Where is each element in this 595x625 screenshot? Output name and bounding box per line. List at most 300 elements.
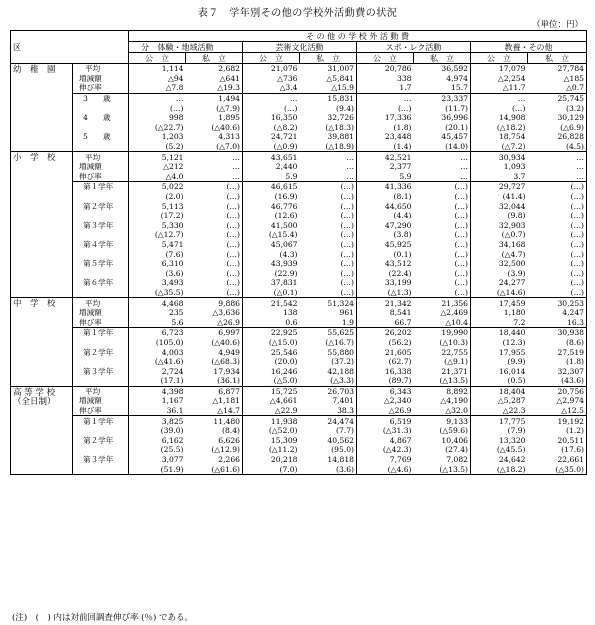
table-cell: … [528,172,587,182]
table-cell: 40,562 [300,436,357,446]
table-cell: △7.8 [129,83,186,93]
row-label: 第３学年 [73,366,129,376]
table-cell: 3.7 [471,172,528,182]
table-cell: (…) [528,230,587,240]
table-cell: (△18.2) [471,464,528,474]
table-cell: … [186,172,243,182]
table-cell: (…) [186,230,243,240]
table-cell: (…) [186,240,243,250]
table-cell: (…) [300,230,357,240]
table-cell: (…) [528,240,587,250]
row-label [73,142,129,152]
header-private: 私 立 [528,53,587,64]
table-cell: 36,592 [414,64,471,74]
table-cell: (△11.2) [268,445,298,455]
section-name [11,64,73,152]
table-row [11,278,587,288]
section-name [11,152,73,298]
table-cell: △3,636 [186,308,243,318]
table-cell: (△7.9) [186,103,243,113]
table-cell: 10,406 [414,436,471,446]
table-cell: 21,605 [384,347,412,357]
row-label: 第３学年 [73,221,129,231]
table-cell: … [414,172,471,182]
table-cell: (36.1) [186,376,243,386]
table-cell: (△41.6) [154,357,184,367]
table-cell: (56.2) [388,337,412,347]
row-label [73,357,129,367]
table-cell: (9.4) [300,103,357,113]
table-cell: 23,337 [414,93,471,103]
table-cell: 4,949 [186,347,243,357]
table-cell: 15,831 [300,93,357,103]
table-cell: 5,330 [161,220,184,230]
table-cell: … [403,94,412,104]
table-cell: △212 [163,162,184,172]
table-cell: (…) [300,240,357,250]
table-cell: (…) [300,221,357,231]
table-cell: 7,082 [414,455,471,465]
row-label [73,230,129,240]
table-cell: 43,939 [270,259,298,269]
table-cell: (…) [186,221,243,231]
table-cell: 4,468 [129,298,186,308]
table-cell: 15,309 [270,435,298,445]
table-cell: (1.2) [528,426,587,436]
table-cell: 1,494 [186,93,243,103]
table-cell: 27,784 [528,64,587,74]
section-name-text: 小 学 校 [13,153,56,164]
table-row [11,64,587,74]
table-cell: (43.6) [528,376,587,386]
table-cell: (△16.7) [300,338,357,348]
row-label [73,338,129,348]
table-row [11,192,587,202]
table-cell: (…) [528,201,587,211]
table-cell: 42,521 [357,152,414,162]
table-cell: 55,625 [300,328,357,338]
table-row [11,249,587,259]
row-label: 平均 [73,298,129,308]
table-cell: (…) [528,182,587,192]
table-cell: 1.7 [357,83,414,93]
expense-table [10,30,587,475]
row-label: 第２学年 [73,347,129,357]
table-cell: (51.9) [129,464,186,474]
table-row [11,172,587,182]
table-cell: (△0.1) [243,288,300,298]
table-cell: (9.8) [507,211,526,221]
table-cell: 3,825 [161,416,184,426]
table-cell: (…) [186,182,243,192]
table-cell: 21,371 [414,366,471,376]
table-cell: 17,955 [498,347,526,357]
table-row [11,93,587,103]
row-label [73,249,129,259]
table-cell: △12.5 [528,406,587,416]
table-cell: (16.9) [274,192,298,202]
header-private: 私 立 [300,53,357,64]
row-label [73,268,129,278]
table-cell: (4.4) [393,211,412,221]
table-cell: (8.4) [186,426,243,436]
table-cell: (62.7) [388,357,412,367]
table-cell: (…) [300,211,357,221]
table-cell: 4,247 [528,308,587,318]
row-label: 第２学年 [73,436,129,446]
table-cell: 7.2 [471,317,528,327]
table-cell: … [517,94,526,104]
table-cell: (△52.0) [268,426,298,436]
row-label: 4 歳 [73,113,129,123]
table-cell: (…) [414,221,471,231]
table-cell: (…) [414,211,471,221]
table-cell: 43,512 [384,259,412,269]
row-label: 増減額 [73,162,129,172]
row-label: 増減額 [73,74,129,84]
table-cell: 5,113 [161,201,184,211]
row-label: 5 歳 [73,132,129,142]
table-cell: △2,340 [383,396,412,406]
table-row [11,328,587,338]
row-label [73,426,129,436]
table-cell: 22,661 [528,455,587,465]
table-row [11,366,587,376]
table-cell: △26.9 [357,406,414,416]
table-cell: (…) [186,249,243,259]
table-cell: 24,277 [498,278,526,288]
row-label: 平均 [73,152,129,162]
table-cell: 21,342 [357,298,414,308]
table-cell: 15,725 [243,386,300,396]
header-public: 公 立 [357,53,414,64]
table-row [11,317,587,327]
table-row [11,298,587,308]
table-cell: (…) [300,268,357,278]
table-cell: 8,892 [414,386,471,396]
table-cell: 13,320 [498,435,526,445]
table-cell: (4.5) [528,142,587,152]
table-cell: 1,895 [186,113,243,123]
table-cell: (△10.3) [414,338,471,348]
table-cell: (…) [414,192,471,202]
table-cell: 20,756 [528,386,587,396]
table-cell: 30,934 [471,152,528,162]
table-cell: 6,626 [186,436,243,446]
table-cell: 38.3 [300,406,357,416]
table-cell: 21,356 [414,298,471,308]
table-cell: 17,934 [186,366,243,376]
table-cell: (△5.0) [243,376,300,386]
table-cell: (…) [414,278,471,288]
table-row [11,182,587,192]
table-cell: 21,076 [243,64,300,74]
table-cell: (△18.3) [300,123,357,133]
table-cell: (22.9) [274,268,298,278]
table-row [11,123,587,133]
table-cell: (…) [186,268,243,278]
table-cell: 4,313 [186,132,243,142]
table-cell: (20.0) [274,357,298,367]
table-cell: 5,022 [161,182,184,192]
table-cell: (…) [300,249,357,259]
table-cell: 36.1 [129,406,186,416]
table-cell: (△15.0) [268,337,298,347]
table-cell: 20,511 [528,436,587,446]
table-cell: (…) [186,201,243,211]
table-cell: 17,775 [498,416,526,426]
table-cell: △2,974 [528,396,587,406]
table-cell: (△15.4) [268,230,298,240]
row-label: 伸び率 [73,406,129,416]
table-cell: (△12.7) [154,230,184,240]
table-cell: (11.7) [414,103,471,113]
table-cell: 14,818 [300,455,357,465]
table-cell: 17,079 [471,64,528,74]
table-row [11,152,587,162]
table-cell: △94 [167,73,184,83]
table-cell: (…) [414,230,471,240]
table-cell: (5.2) [129,142,186,152]
table-cell: (△13.5) [414,376,471,386]
table-cell: 32,903 [498,220,526,230]
table-cell: 21,542 [243,298,300,308]
table-cell: 29,727 [498,182,526,192]
table-row [11,426,587,436]
table-cell: (12.6) [274,211,298,221]
row-label: 第４学年 [73,240,129,250]
table-cell: △11.7 [471,83,528,93]
section-name-text: 幼 稚 園 [13,65,56,75]
table-cell: 338 [397,73,412,83]
table-cell: 5,121 [129,152,186,162]
table-cell: 20,218 [270,455,298,465]
table-cell: 41,336 [384,182,412,192]
table-cell: 961 [300,308,357,318]
table-cell: (…) [528,211,587,221]
table-cell: 0.6 [243,317,300,327]
row-label: 伸び率 [73,317,129,327]
table-cell: (△40.6) [186,123,243,133]
table-cell: (…) [414,288,471,298]
header-private: 私 立 [186,53,243,64]
table-cell: 24,721 [270,132,298,142]
table-cell: 17,336 [384,113,412,123]
header-activity-1: 体験・地域活動 [129,42,243,53]
table-cell: 46,615 [270,182,298,192]
table-cell: (…) [414,259,471,269]
table-cell: 23,448 [384,132,412,142]
table-cell: (△8.2) [273,122,298,132]
table-cell: 15.7 [414,83,471,93]
table-cell: (…) [283,103,298,113]
row-label: 増減額 [73,308,129,318]
table-cell: (…) [528,249,587,259]
table-cell: 18,404 [471,386,528,396]
table-cell: 16,014 [498,366,526,376]
table-cell: (△35.0) [528,464,587,474]
table-cell: 45,457 [414,132,471,142]
table-cell: 2,440 [275,162,298,172]
table-cell: 1,203 [161,132,184,142]
table-cell: (…) [300,288,357,298]
table-cell: 18,440 [498,328,526,338]
header-public: 公 立 [243,53,300,64]
table-cell: 37,831 [270,278,298,288]
table-cell: 16,350 [270,113,298,123]
table-cell: (△0.7) [501,230,526,240]
table-row [11,338,587,348]
table-cell: 6,343 [357,386,414,396]
table-cell: (3.6) [300,464,357,474]
table-cell: (…) [414,182,471,192]
table-cell: (△13.5) [414,464,471,474]
table-cell: (1.8) [393,122,412,132]
table-cell: 39,881 [300,132,357,142]
table-cell: 1,180 [503,308,526,318]
table-cell: (7.9) [507,426,526,436]
table-cell: (…) [528,221,587,231]
table-cell: 24,474 [300,416,357,426]
table-cell: 235 [169,308,184,318]
table-cell: … [300,172,357,182]
table-cell: △641 [186,74,243,84]
table-cell: (8.6) [528,338,587,348]
table-cell: (27.4) [414,445,471,455]
table-cell: 32,726 [300,113,357,123]
table-cell: … [414,162,471,172]
table-row [11,455,587,465]
table-cell: 25,745 [528,93,587,103]
table-cell: 9,886 [186,298,243,308]
table-cell: 55,880 [300,347,357,357]
table-cell: … [289,94,298,104]
row-label: 第５学年 [73,259,129,269]
table-cell: (△40.6) [186,338,243,348]
table-cell: 7,769 [389,455,412,465]
table-cell: (…) [414,268,471,278]
table-row [11,288,587,298]
table-cell: (9.9) [507,357,526,367]
table-row [11,386,587,396]
table-cell: 5.9 [243,172,300,182]
row-label [73,464,129,474]
table-cell: 51,324 [300,298,357,308]
table-cell: (…) [300,278,357,288]
table-cell: … [175,94,184,104]
header-private: 私 立 [414,53,471,64]
table-cell: △4.0 [129,172,186,182]
table-cell: 19,192 [528,416,587,426]
table-cell: 9,133 [414,416,471,426]
table-cell: (…) [414,201,471,211]
table-row [11,211,587,221]
header-public: 公 立 [471,53,528,64]
table-cell: 1.9 [300,317,357,327]
table-cell: 7,401 [300,396,357,406]
table-cell: 3,493 [161,278,184,288]
table-cell: (△42.3) [382,445,412,455]
table-row [11,416,587,426]
header-public: 公 立 [129,53,186,64]
table-cell: △736 [277,73,298,83]
table-cell: … [414,152,471,162]
row-label: 平均 [73,386,129,396]
table-cell: (3.2) [528,103,587,113]
table-row [11,406,587,416]
table-cell: 24,642 [498,455,526,465]
table-cell: … [300,152,357,162]
header-activity-2: 芸術文化活動 [243,42,357,53]
table-cell: 27,519 [528,347,587,357]
table-cell: 4,003 [161,347,184,357]
table-cell: (3.6) [165,268,184,278]
table-row [11,376,587,386]
table-cell: (…) [186,259,243,269]
table-cell: (△7.0) [186,142,243,152]
table-cell: (…) [300,192,357,202]
table-cell: 6,877 [186,386,243,396]
table-cell: 42,188 [300,366,357,376]
table-row [11,396,587,406]
table-cell: 16,338 [384,366,412,376]
table-row [11,445,587,455]
table-cell: 11,938 [270,416,298,426]
table-cell: (…) [186,211,243,221]
table-cell: (…) [528,288,587,298]
row-label: 伸び率 [73,172,129,182]
table-cell: △10.4 [414,317,471,327]
table-cell: (…) [414,249,471,259]
table-cell: 32,500 [498,259,526,269]
table-cell: 8,541 [389,308,412,318]
table-cell: (7.6) [165,249,184,259]
table-cell: 2,266 [186,455,243,465]
table-cell: 6,723 [161,328,184,338]
table-cell: △32.0 [414,406,471,416]
table-cell: 17,459 [471,298,528,308]
footnote: (注) ( ) 内は対前回調査伸び率 (％) である。 [12,613,194,623]
table-row [11,240,587,250]
table-cell: 4,398 [129,386,186,396]
table-cell: 22,925 [270,328,298,338]
table-cell: △2,254 [497,73,526,83]
table-cell: (…) [300,201,357,211]
row-label [73,103,129,113]
table-cell: (…) [186,192,243,202]
table-cell: (12.3) [502,337,526,347]
header-activity-4: 教養・その他 [471,42,587,53]
table-cell: 43,651 [243,152,300,162]
table-row [11,221,587,231]
table-cell: (△6.9) [528,123,587,133]
table-cell: 26,828 [528,132,587,142]
table-cell: (41.4) [502,192,526,202]
table-cell: 47,290 [384,220,412,230]
table-cell: 30,938 [528,328,587,338]
table-cell: (…) [397,103,412,113]
table-cell: (△1.3) [357,288,414,298]
table-cell: 16,246 [270,366,298,376]
row-label: 伸び率 [73,83,129,93]
table-cell: 30,253 [528,298,587,308]
table-cell: △1,181 [186,396,243,406]
row-label [73,445,129,455]
section-name [11,298,73,386]
table-cell: 2,377 [389,162,412,172]
table-cell: (4.3) [279,249,298,259]
table-cell: △5,287 [497,396,526,406]
